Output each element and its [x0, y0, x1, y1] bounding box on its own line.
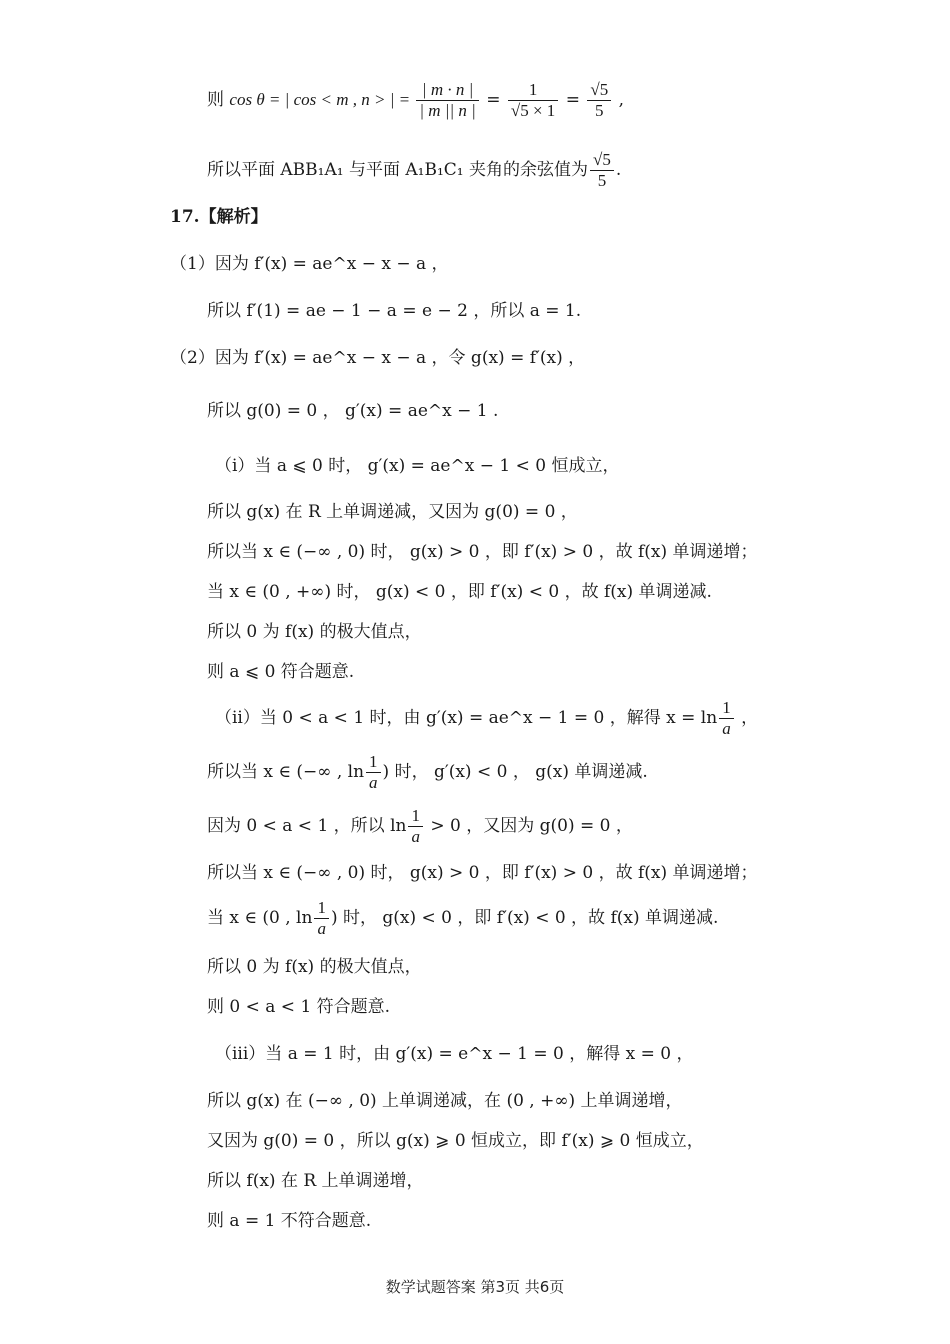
text-line: 所以当 x ∈ (−∞ , ln $\frac{1}{a}$ ) 时， g′(x) < 0 ， g(x) 单调递减.: [207, 752, 648, 792]
text-line: 又因为 g(0) = 0 ，所以 g(x) ⩾ 0 恒成立，即 f′(x) ⩾ 0 恒成立，: [207, 1131, 704, 1151]
text-line: 所以当 x ∈ (−∞ , 0) 时， g(x) > 0 ，即 f′(x) > 0 ，故 f(x) 单调递增；: [207, 863, 758, 883]
fraction: $\frac{1}{a}$: [314, 898, 329, 939]
text-line: 当 x ∈ (0 , ln $\frac{1}{a}$ ) 时， g(x) < 0 ，即 f′(x) < 0 ，故 f(x) 单调递减.: [207, 898, 719, 938]
case-heading: （i）当 a ⩽ 0 时， g′(x) = ae^x − 1 < 0 恒成立，: [215, 456, 620, 476]
text-line: 当 x ∈ (0 , +∞) 时， g(x) < 0 ，即 f′(x) < 0 ，故 f(x) 单调递减.: [207, 582, 712, 602]
section-heading: 17.【解析】: [170, 207, 268, 227]
text-line: 则 a = 1 不符合题意.: [207, 1211, 372, 1231]
fraction: $\frac{1}{a}$: [366, 752, 381, 793]
text-line: （1）因为 f′(x) = ae^x − x − a ，: [170, 254, 449, 274]
page-footer: 数学试题答案 第3页 共6页: [385, 1278, 565, 1296]
fraction: $\frac{√5}{5}$: [590, 150, 614, 191]
case-heading: （iii）当 a = 1 时，由 g′(x) = e^x − 1 = 0 ，解得 x = 0 ，: [215, 1044, 694, 1064]
case-heading: （ii）当 0 < a < 1 时，由 g′(x) = ae^x − 1 = 0 ，解得 x = ln $\frac{1}{a}$ ，: [215, 698, 759, 738]
text-line: 所以 g(0) = 0 ， g′(x) = ae^x − 1 .: [207, 401, 499, 421]
text-line: 所以 f(x) 在 R 上单调递增，: [207, 1171, 424, 1191]
text-line: 因为 0 < a < 1 ，所以 ln $\frac{1}{a}$ > 0 ，又因为 g(0) = 0 ，: [207, 806, 633, 846]
conclusion-line: 所以平面 ABB₁A₁ 与平面 A₁B₁C₁ 夹角的余弦值为 $\frac{√5}{5}$ .: [207, 150, 622, 190]
fraction: $\frac{| m \cdot n |}{| m || n |}$: [416, 80, 478, 121]
text-line: 所以 f′(1) = ae − 1 − a = e − 2 ，所以 a = 1.: [207, 301, 582, 321]
text-line: 所以 g(x) 在 (−∞ , 0) 上单调递减，在 (0 , +∞) 上单调递增，: [207, 1091, 683, 1111]
text-line: 所以 g(x) 在 R 上单调递减，又因为 g(0) = 0 ，: [207, 502, 578, 522]
cos-formula-line: 则 cos θ = | cos < m , n > | = $\frac{| m \cdot n |}{| m || n |}$ = $\frac{1}{√5 \times 1}$ = $\frac{√5}{5}$ ,: [207, 80, 625, 120]
fraction: $\frac{√5}{5}$: [587, 80, 611, 121]
fraction: $\frac{1}{√5 \times 1}$: [508, 80, 558, 121]
text-line: 则 a ⩽ 0 符合题意.: [207, 662, 355, 682]
fraction: $\frac{1}{a}$: [408, 806, 423, 847]
text-line: 所以 0 为 f(x) 的极大值点，: [207, 957, 422, 977]
text-line: 所以当 x ∈ (−∞ , 0) 时， g(x) > 0 ，即 f′(x) > 0 ，故 f(x) 单调递增；: [207, 542, 758, 562]
text-line: 所以 0 为 f(x) 的极大值点，: [207, 622, 422, 642]
fraction: $\frac{1}{a}$: [719, 698, 734, 739]
text-line: 则 0 < a < 1 符合题意.: [207, 997, 391, 1017]
text-line: （2）因为 f′(x) = ae^x − x − a ，令 g(x) = f′(x) ，: [170, 348, 586, 368]
